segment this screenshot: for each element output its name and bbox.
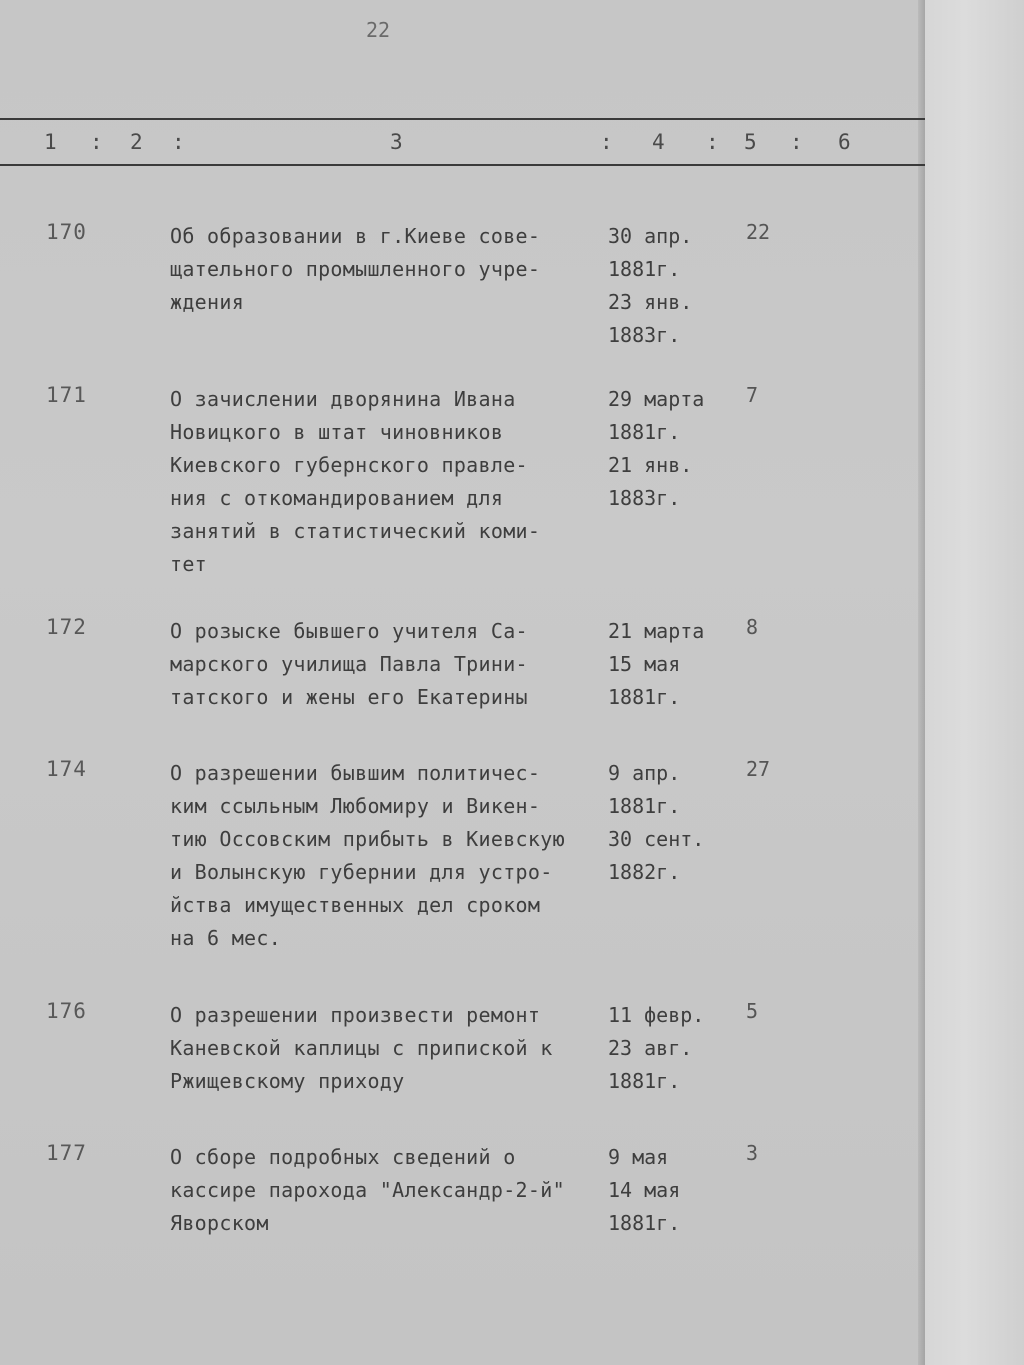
- entry-title: О зачислении дворянина Ивана Новицкого в штат чиновников Киевского губернского правле- ния с откомандированием для занятий в статистический коми- тет: [170, 387, 541, 576]
- entry-number: 176: [46, 999, 87, 1023]
- entry-dates: 30 апр. 1881г. 23 янв. 1883г.: [608, 224, 693, 347]
- column-separator: :: [600, 130, 613, 154]
- column-header-6: 6: [838, 130, 851, 154]
- entry-sheet-count: 27: [746, 757, 771, 781]
- entry-title: О сборе подробных сведений о кассире парохода "Александр-2-й" Яворском: [170, 1145, 565, 1235]
- entry-title: О разрешении бывшим политичес- ким ссыльным Любомиру и Викен- тию Оссовским прибыть в Киевскую и Волынскую губернии для устро- йства имущественных дел сроком на 6 мес.: [170, 761, 565, 950]
- entry-number: 172: [46, 615, 87, 639]
- entry-number: 170: [46, 220, 87, 244]
- column-header-row: [0, 130, 925, 160]
- entry-dates: 29 марта 1881г. 21 янв. 1883г.: [608, 387, 705, 510]
- column-header-2: 2: [130, 130, 143, 154]
- column-header-5: 5: [744, 130, 757, 154]
- entry-number: 174: [46, 757, 87, 781]
- header-rule-bottom: [0, 164, 925, 166]
- column-header-1: 1: [44, 130, 57, 154]
- entry-title: О розыске бывшего учителя Са- марского училища Павла Трини- татского и жены его Екатерины: [170, 619, 528, 709]
- page-number: 22: [366, 18, 391, 42]
- column-header-4: 4: [652, 130, 665, 154]
- header-rule-top: [0, 118, 925, 120]
- column-header-3: 3: [390, 130, 403, 154]
- entry-dates: 11 февр. 23 авг. 1881г.: [608, 1003, 705, 1093]
- entry-number: 171: [46, 383, 87, 407]
- entry-title: Об образовании в г.Киеве сове- щательного промышленного учре- ждения: [170, 224, 541, 314]
- column-separator: :: [172, 130, 185, 154]
- next-page-edge: [925, 0, 1024, 1365]
- column-separator: :: [706, 130, 719, 154]
- entry-dates: 21 марта 15 мая 1881г.: [608, 619, 705, 709]
- entry-sheet-count: 5: [746, 999, 759, 1023]
- entry-dates: 9 мая 14 мая 1881г.: [608, 1145, 681, 1235]
- entry-sheet-count: 22: [746, 220, 771, 244]
- entry-title: О разрешении произвести ремонт Каневской каплицы с припиской к Ржищевскому приходу: [170, 1003, 553, 1093]
- column-separator: :: [790, 130, 803, 154]
- entry-sheet-count: 3: [746, 1141, 759, 1165]
- entry-number: 177: [46, 1141, 87, 1165]
- entry-dates: 9 апр. 1881г. 30 сент. 1882г.: [608, 761, 705, 884]
- column-separator: :: [90, 130, 103, 154]
- entry-sheet-count: 7: [746, 383, 759, 407]
- entry-sheet-count: 8: [746, 615, 759, 639]
